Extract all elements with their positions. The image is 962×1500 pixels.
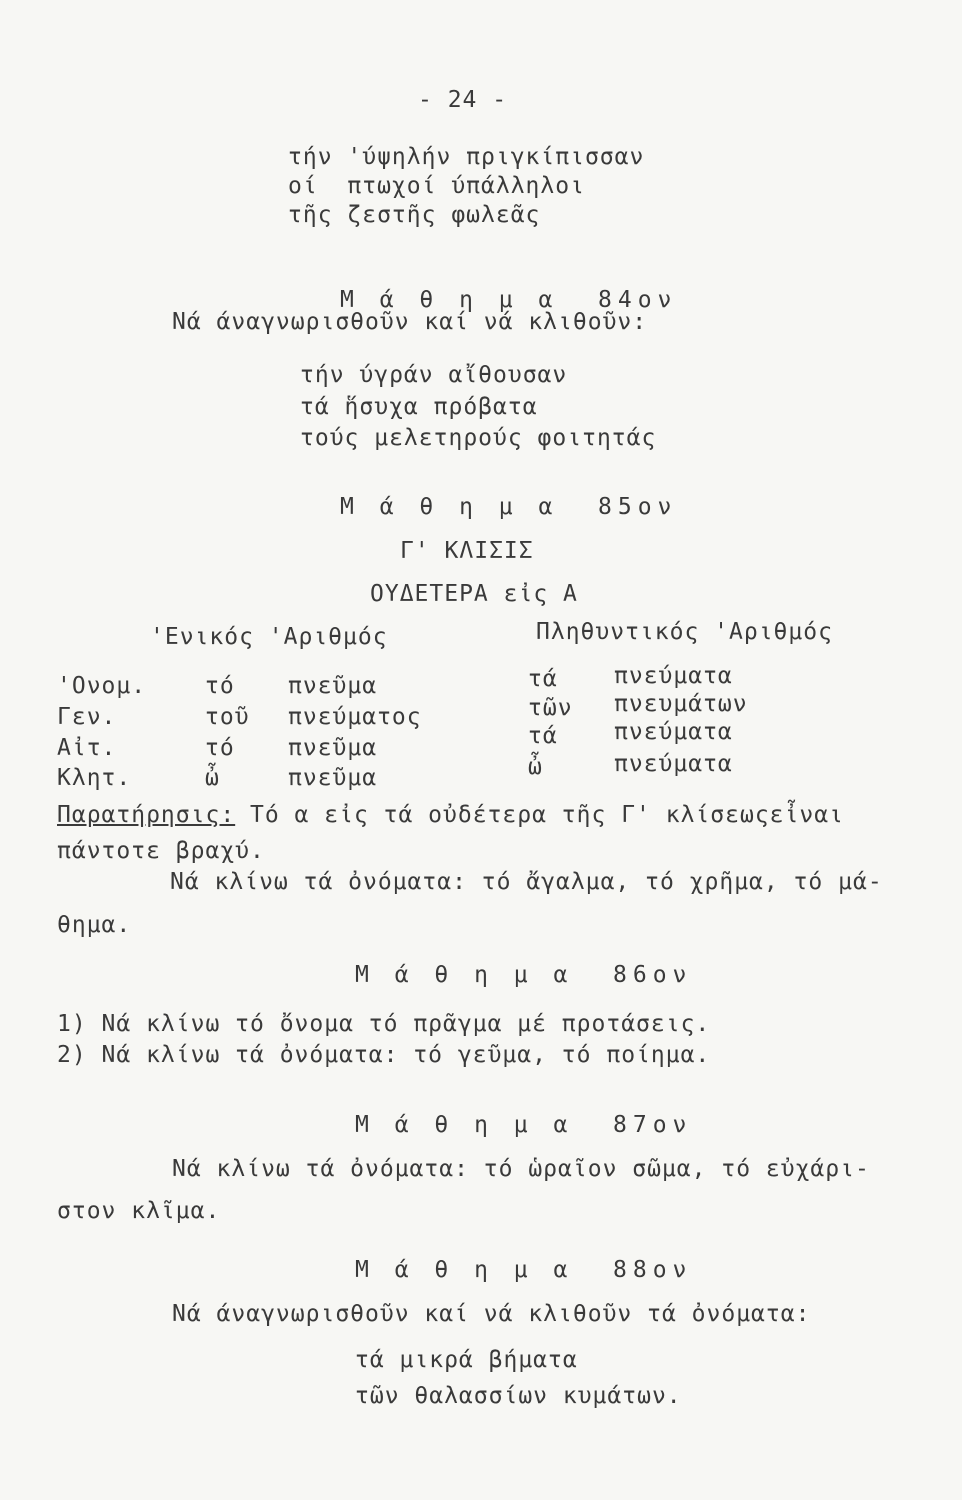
article-singular: τοῦ — [205, 704, 250, 730]
noun-plural: πνεύματα — [614, 663, 733, 689]
case-label: Κλητ. — [57, 765, 132, 791]
section-title: Γ' ΚΛΙΣΙΣ — [400, 538, 534, 564]
exercise-item: 2) Νά κλίνω τά ὀνόματα: τό γεῦμα, τό ποίημα. — [57, 1042, 711, 1068]
article-singular: ὦ — [205, 765, 220, 791]
noun-singular: πνεύματος — [288, 704, 422, 730]
list-item: τά ἥσυχα πρόβατα — [300, 394, 538, 420]
noun-singular: πνεῦμα — [288, 765, 378, 791]
lesson-instruction: Νά άναγνωρισθοῦν καί νά κλιθοῦν τά ὀνόματα: — [172, 1301, 811, 1327]
table-header-singular: 'Ενικός 'Αριθμός — [150, 624, 388, 650]
list-item: τήν ύγράν αἴθουσαν — [300, 362, 568, 388]
page-number: - 24 - — [418, 87, 508, 113]
exercise-text: Νά κλίνω τά ὀνόματα: τό ὡραῖον σῶμα, τό εὐχάρι- — [172, 1156, 870, 1182]
lesson-heading: Μ ά θ η μ α 87ον — [355, 1112, 693, 1138]
list-item: τῶν θαλασσίων κυμάτων. — [355, 1383, 682, 1409]
noun-plural: πνευμάτων — [614, 691, 748, 717]
exercise-item: 1) Νά κλίνω τό ὄνομα τό πρᾶγμα μέ προτάσεις. — [57, 1011, 711, 1037]
lesson-heading: Μ ά θ η μ α 88ον — [355, 1257, 693, 1283]
lesson-heading: Μ ά θ η μ α 86ον — [355, 962, 693, 988]
table-header-plural: Πληθυντικός 'Αριθμός — [536, 619, 833, 645]
case-label: Αἰτ. — [57, 735, 117, 761]
lesson-instruction: Νά άναγνωρισθοῦν καί νά κλιθοῦν: — [172, 309, 648, 335]
list-item: οί πτωχοί ύπάλληλοι — [288, 173, 585, 199]
remark-text: πάντοτε βραχύ. — [57, 838, 265, 864]
list-item: τά μικρά βήματα — [355, 1347, 578, 1373]
list-item: τήν 'ύψηλήν πριγκίπισσαν — [288, 144, 645, 170]
section-subtitle: ΟΥΔΕΤΕΡΑ εἰς Α — [370, 581, 578, 607]
remark-line1 — [57, 801, 844, 829]
remark-text: Τό α εἰς τά οὐδέτερα τῆς Γ' κλίσεωςεἶναι — [235, 802, 844, 828]
article-plural: ὦ — [528, 754, 543, 780]
article-singular: τό — [205, 673, 235, 699]
exercise-text: στον κλῖμα. — [57, 1198, 221, 1224]
list-item: τῆς ζεστῆς φωλεᾶς — [288, 202, 541, 228]
article-singular: τό — [205, 735, 235, 761]
noun-plural: πνεύματα — [614, 719, 733, 745]
remark-text: Νά κλίνω τά ὀνόματα: τό ἄγαλμα, τό χρῆμα, τό μά- — [170, 869, 883, 895]
article-plural: τά — [528, 723, 558, 749]
remark-label: Παρατήρησις: — [57, 802, 236, 828]
noun-plural: πνεύματα — [614, 751, 733, 777]
article-plural: τά — [528, 666, 558, 692]
case-label: 'Ονομ. — [57, 673, 147, 699]
lesson-heading: Μ ά θ η μ α 84ον — [340, 287, 678, 313]
article-plural: τῶν — [528, 695, 573, 721]
list-item: τούς μελετηρούς φοιτητάς — [300, 425, 657, 451]
lesson-heading: Μ ά θ η μ α 85ον — [340, 494, 678, 520]
noun-singular: πνεῦμα — [288, 673, 378, 699]
remark-text: θημα. — [57, 912, 132, 938]
noun-singular: πνεῦμα — [288, 735, 378, 761]
case-label: Γεν. — [57, 704, 117, 730]
